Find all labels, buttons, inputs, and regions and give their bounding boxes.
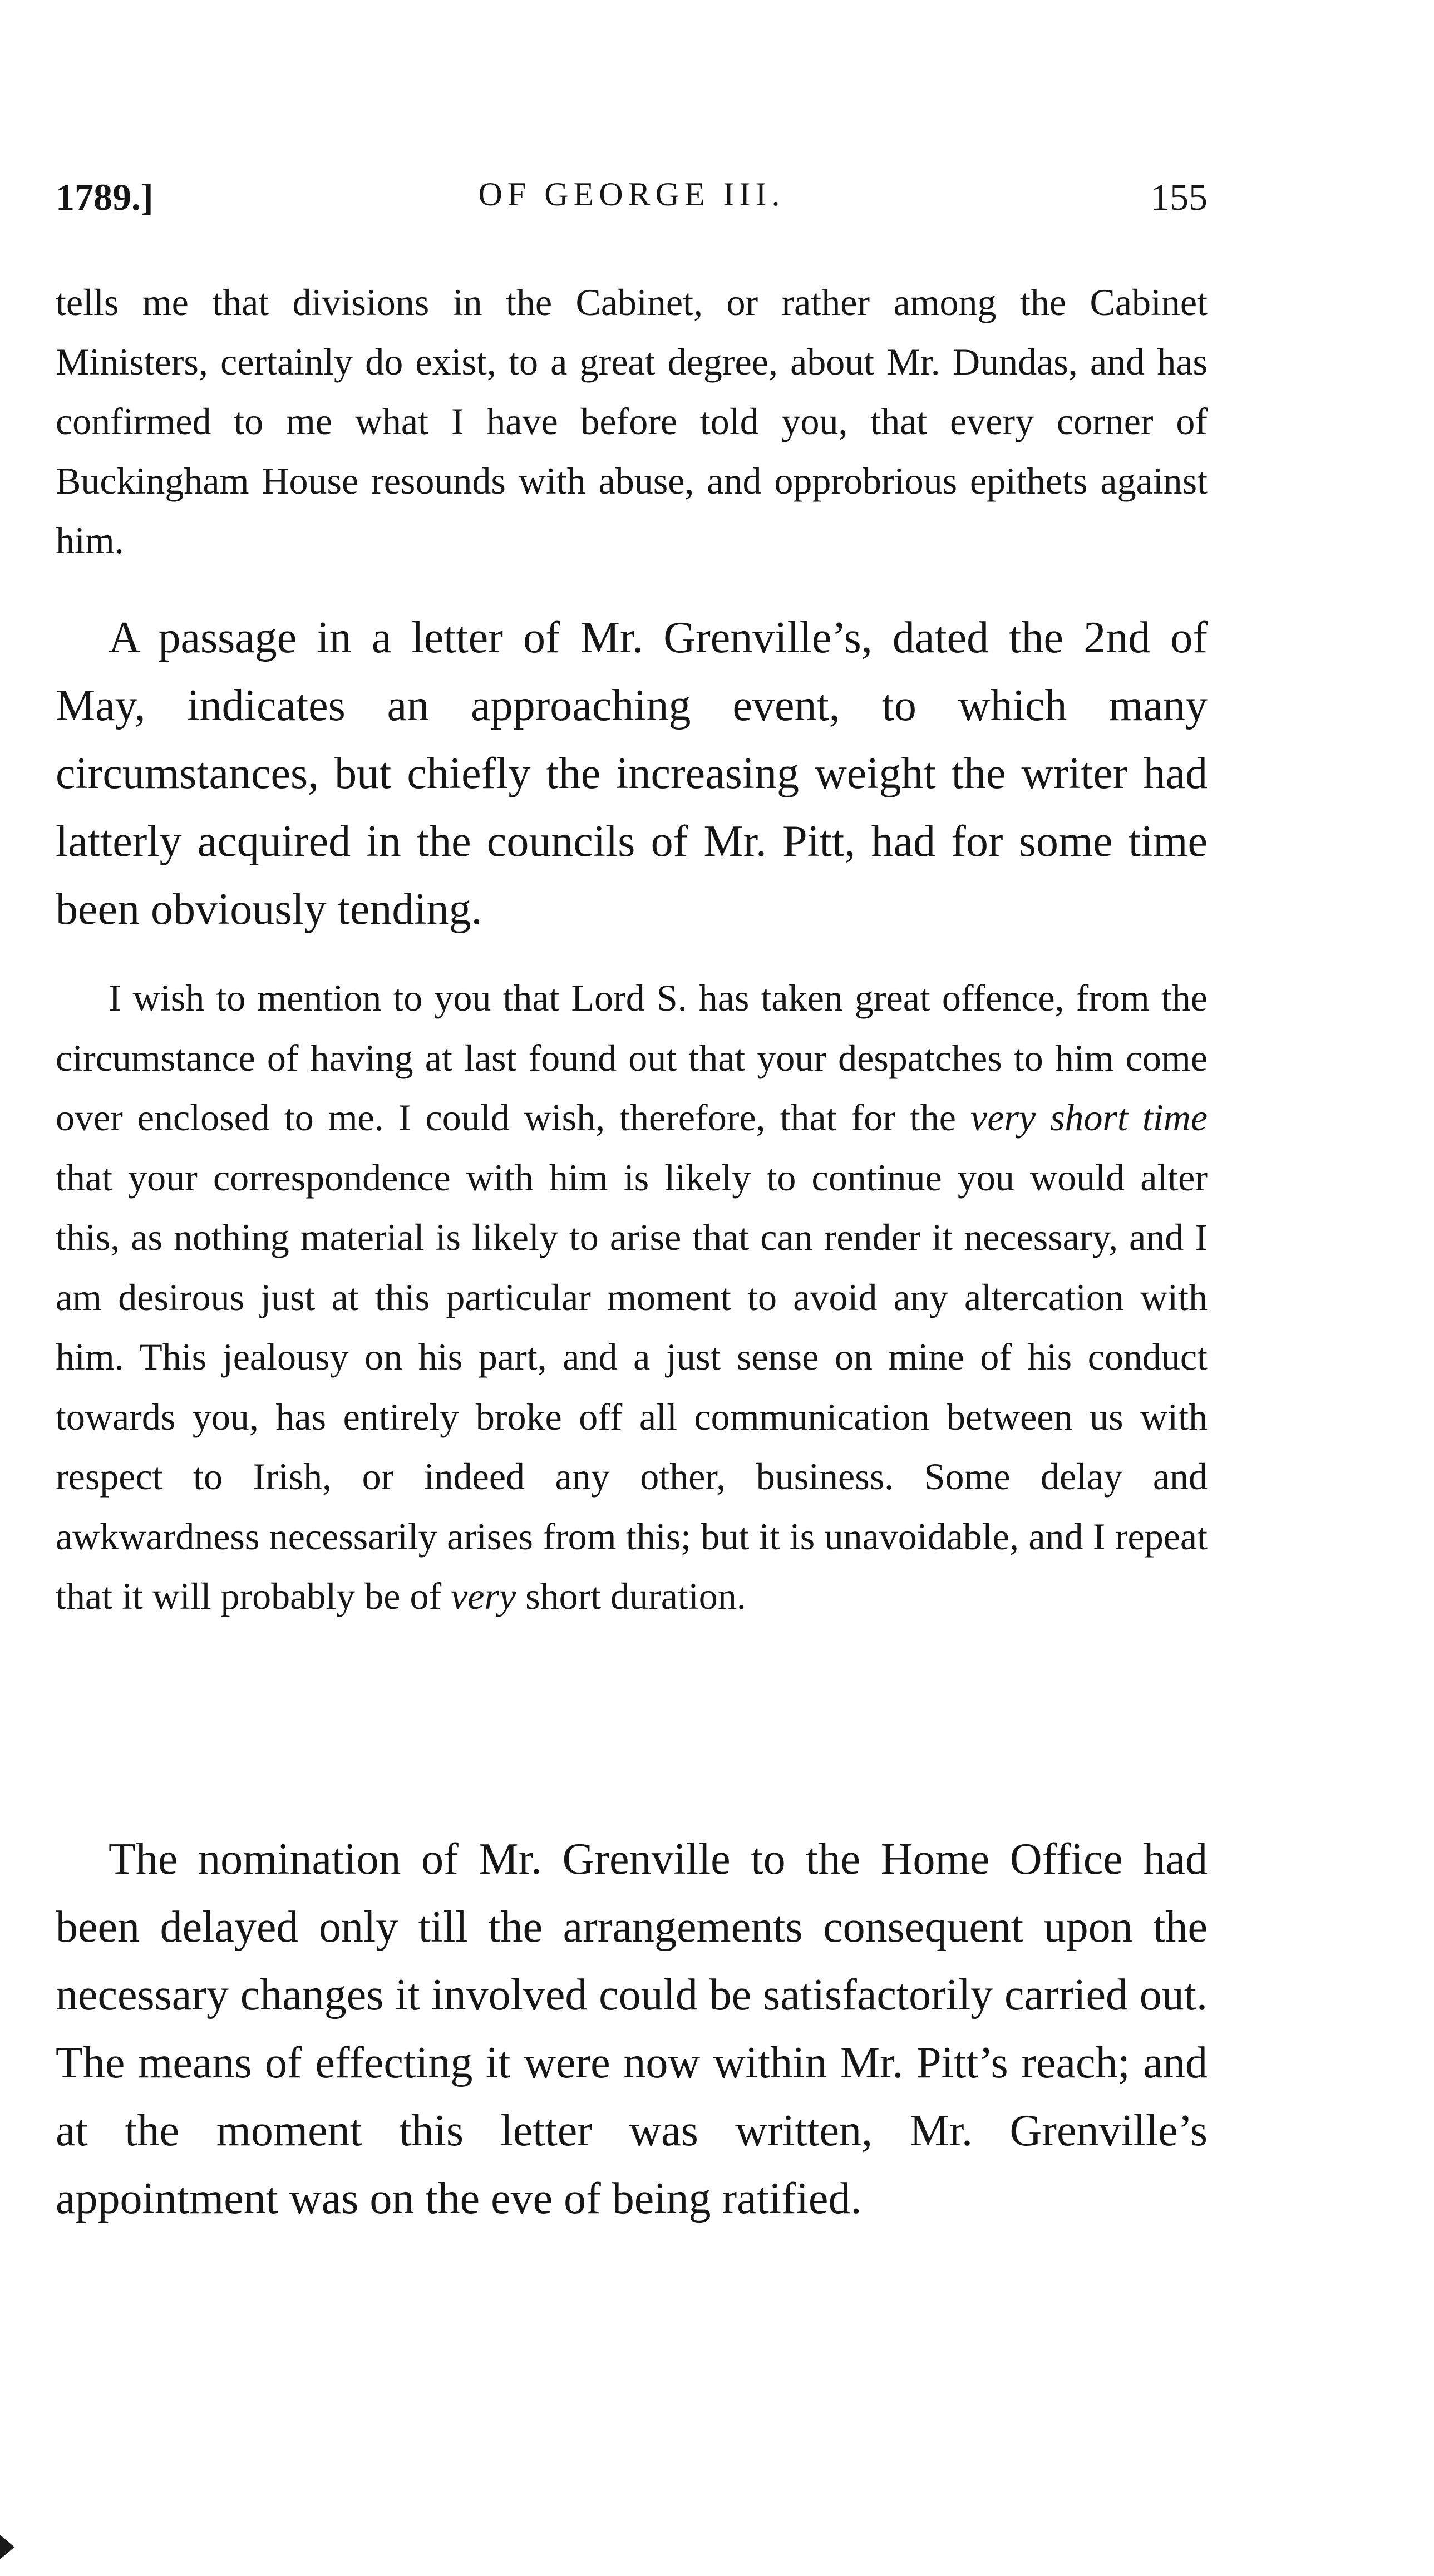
letter-text: that your correspondence with him is likely to continue you would alter this, as nothing material is likely to arise that can render it necessary, and I am desirous just at this particular moment to avoid any altercation with him. This jealousy on his part, and a just sense on mine of his conduct towards you, has entirely broke off all communication between us with respect to Irish, or indeed any other, business. Some delay and awkwardness necessarily arises from this; but it is unavoidable, and I repeat that it will probably be of — [56, 1156, 1208, 1617]
narrative-paragraph — [56, 604, 1208, 943]
emphasis-text: very — [451, 1575, 516, 1617]
narrative-text: A passage in a letter of Mr. Grenville’s, dated the 2nd of May, indicates an approaching event, to which many circumstances, but chiefly the increasing weight the writer had latterly acquired in the councils of Mr. Pitt, had for some time been obviously tending. — [56, 613, 1208, 934]
narrative-paragraph — [56, 1825, 1208, 2233]
page-number: 155 — [1151, 176, 1208, 218]
emphasis-text: very short time — [970, 1096, 1208, 1139]
page-edge-mark — [0, 2535, 14, 2559]
narrative-text: The nomination of Mr. Grenville to the Home Office had been delayed only till the arrangements consequent upon the necessary changes it involved could be satisfactorily carried out. The means of effecting it were now within Mr. Pitt’s reach; and at the moment this letter was written, Mr. Grenville’s appointment was on the eve of being ratified. — [56, 1835, 1208, 2223]
letter-text: I wish to mention to you that Lord S. has taken great offence, from the circumstance of having at last found out that your despatches to him come over enclosed to me. I could wish, therefore, that for the — [56, 977, 1208, 1139]
letter-paragraph: tells me that divisions in the Cabinet, or rather among the Cabinet Ministers, certainly do exist, to a great degree, about Mr. Dundas, and has confirmed to me what I have before told you, that every corner of Buckingham House resounds with abuse, and opprobrious epithets against him. — [56, 281, 1208, 562]
running-header — [56, 175, 1208, 237]
letter-excerpt — [56, 968, 1208, 1627]
letter-paragraph — [56, 968, 1208, 1627]
letter-text: short duration. — [516, 1575, 746, 1617]
header-year: 1789.] — [56, 176, 154, 218]
running-title: OF GEORGE III. — [478, 176, 785, 213]
letter-excerpt-continued — [56, 273, 1208, 570]
